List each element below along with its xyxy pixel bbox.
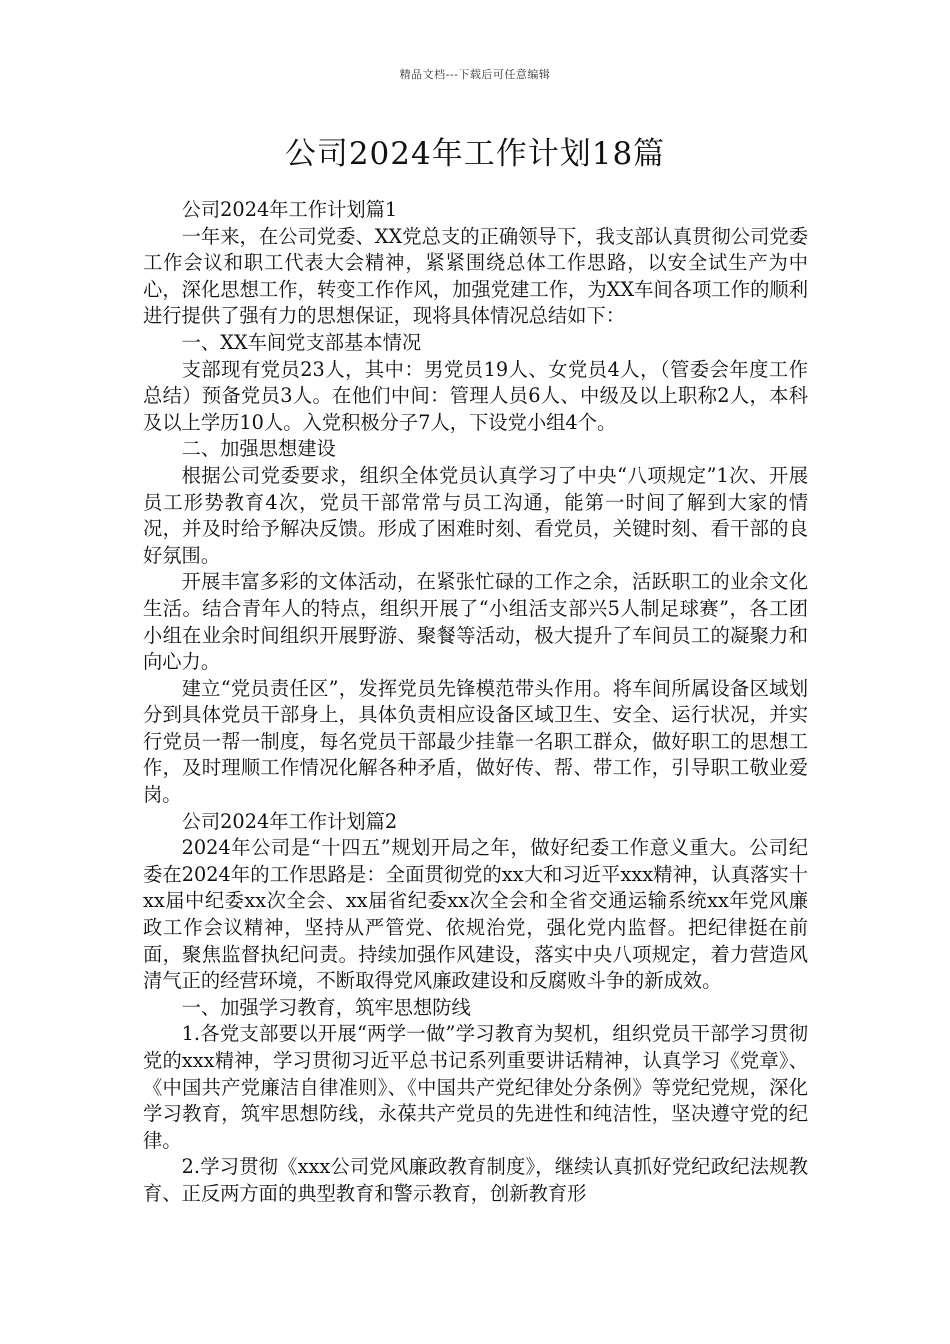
document-title: 公司2024年工作计划18篇 [284,136,666,172]
document-body [143,197,808,1208]
paragraph: 根据公司党委要求，组织全体党员认真学习了中央“八项规定”1次、开展员工形势教育4次，党员干部常常与员工沟通，能第一时间了解到大家的情况，并及时给予解决反馈。形成了困难时刻、看党员，关键时刻、看干部的良好氛围。 [143,463,808,567]
paragraph: 支部现有党员23人，其中：男党员19人、女党员4人，（管委会年度工作总结）预备党员3人。在他们中间：管理人员6人、中级及以上职称2人，本科及以上学历10人。入党积极分子7人，下设党小组4个。 [143,357,808,434]
paragraph: 1.各党支部要以开展“两学一做”学习教育为契机，组织党员干部学习贯彻党的xxx精神，学习贯彻习近平总书记系列重要讲话精神，认真学习《党章》、《中国共产党廉洁自律准则》、《中国共产党纪律处分条例》等党纪党规，深化学习教育，筑牢思想防线，永葆共产党员的先进性和纯洁性，坚决遵守党的纪律。 [143,1022,808,1152]
section-heading: 公司2024年工作计划篇2 [181,809,398,833]
paragraph: 开展丰富多彩的文体活动，在紧张忙碌的工作之余，活跃职工的业余文化生活。结合青年人的特点，组织开展了“小组活支部兴5人制足球赛”，各工团小组在业余时间组织开展野游、聚餐等活动，极大提升了车间员工的凝聚力和向心力。 [143,570,808,674]
paragraph: 一年来，在公司党委、XX党总支的正确领导下，我支部认真贯彻公司党委工作会议和职工代表大会精神，紧紧围绕总体工作思路，以安全试生产为中心，深化思想工作，转变工作作风，加强党建工作，为XX车间各项工作的顺利进行提供了强有力的思想保证，现将具体情况总结如下： [143,224,808,328]
page-header-note: 精品文档---下载后可任意编辑 [399,68,551,81]
section-heading: 二、加强思想建设 [181,437,336,461]
section-heading: 一、加强学习教育，筑牢思想防线 [181,995,471,1019]
paragraph: 2.学习贯彻《xxx公司党风廉政教育制度》，继续认真抓好党纪政纪法规教育、正反两方面的典型教育和警示教育，创新教育形 [143,1155,808,1205]
paragraph: 2024年公司是“十四五”规划开局之年，做好纪委工作意义重大。公司纪委在2024年的工作思路是：全面贯彻党的xx大和习近平xxx精神，认真落实十xx届中纪委xx次全会、xx届省纪委xx次全会和全省交通运输系统xx年党风廉政工作会议精神，坚持从严管党、依规治党，强化党内监督。把纪律挺在前面，聚焦监督执纪问责。持续加强作风建设，落实中央八项规定，着力营造风清气正的经营环境，不断取得党风廉政建设和反腐败斗争的新成效。 [143,836,808,993]
section-heading: 一、XX车间党支部基本情况 [181,330,422,354]
section-heading: 公司2024年工作计划篇1 [181,198,398,221]
paragraph: 建立“党员责任区”，发挥党员先锋模范带头作用。将车间所属设备区域划分到具体党员干部身上，具体负责相应设备区域卫生、安全、运行状况，并实行党员一帮一制度，每名党员干部最少挂靠一名职工群众，做好职工的思想工作，及时理顺工作情况化解各种矛盾，做好传、帮、带工作，引导职工敬业爱岗。 [143,676,808,807]
